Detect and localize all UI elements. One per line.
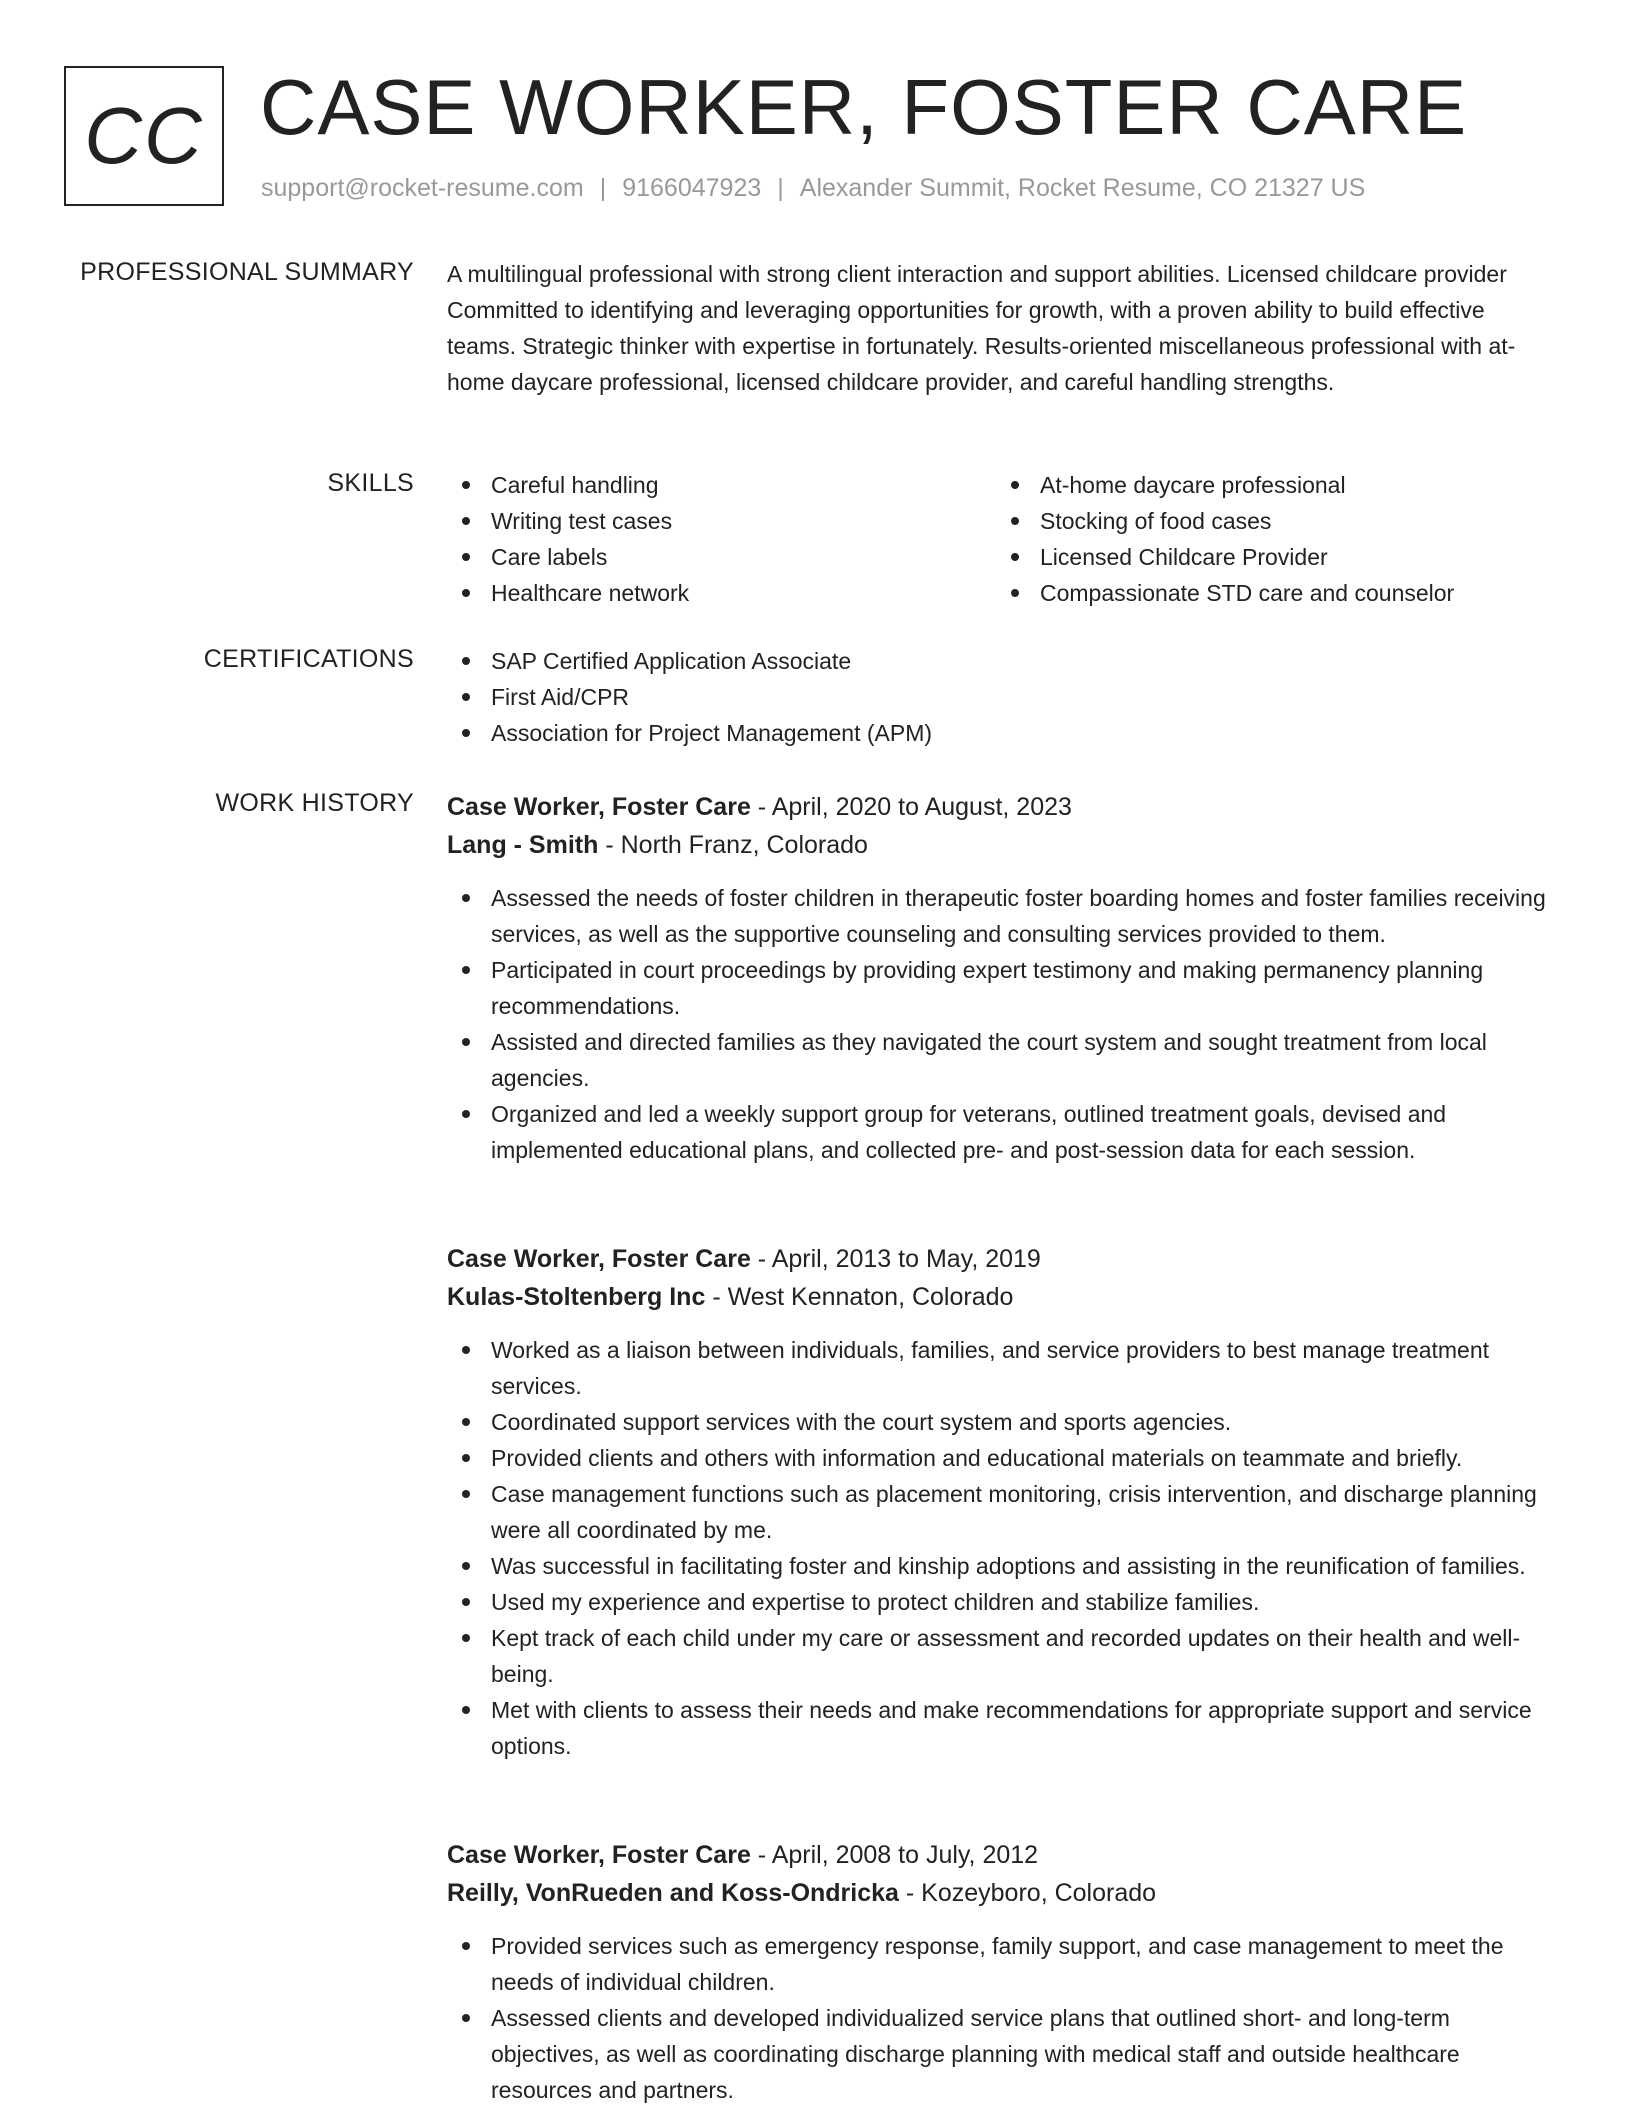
job-title: Case Worker, Foster Care xyxy=(447,1841,751,1869)
job-dates: - April, 2013 to May, 2019 xyxy=(750,1245,1041,1273)
skill-item: Stocking of food cases xyxy=(996,503,1545,539)
job-duty: Assisted and directed families as they navigated the court system and sought treatment from local agencies. xyxy=(447,1024,1557,1096)
job-duty: Assessed clients and developed individualized service plans that outlined short- and long-term objectives, as well as coordinating discharge planning with medical staff and outside healthcare resources and partners. xyxy=(447,2000,1557,2108)
contact-separator: | xyxy=(777,174,784,202)
contact-phone: 9166047923 xyxy=(622,174,762,202)
job-company: Kulas-Stoltenberg Inc xyxy=(447,1283,706,1311)
job-duty: Kept track of each child under my care or assessment and recorded updates on their health and well-being. xyxy=(447,1620,1557,1692)
job-title: Case Worker, Foster Care xyxy=(447,1245,751,1273)
skill-item: Care labels xyxy=(447,539,996,575)
job-entry xyxy=(447,1836,1557,2108)
certifications-list xyxy=(447,643,1557,751)
skill-item: Licensed Childcare Provider xyxy=(996,539,1545,575)
job-duty: Worked as a liaison between individuals, families, and service providers to best manage treatment services. xyxy=(447,1332,1557,1404)
summary-text: A multilingual professional with strong client interaction and support abilities. Licensed childcare provider Committed to identifying and leveraging opportunities for growth, with a proven ability to build effective teams. Strategic thinker with expertise in fortunately. Results-oriented miscellaneous professional with at-home daycare professional, licensed childcare provider, and careful handling strengths. xyxy=(447,261,1516,395)
job-duty: Provided services such as emergency response, family support, and case management to meet the needs of individual children. xyxy=(447,1928,1557,2000)
skill-item: Writing test cases xyxy=(447,503,996,539)
job-company-line xyxy=(447,1278,1557,1316)
job-title: Case Worker, Foster Care xyxy=(447,793,751,821)
certification-item: First Aid/CPR xyxy=(447,679,1557,715)
job-duty: Case management functions such as placement monitoring, crisis intervention, and discharge planning were all coordinated by me. xyxy=(447,1476,1557,1548)
contact-email: support@rocket-resume.com xyxy=(261,174,584,202)
job-title-line xyxy=(447,788,1557,826)
work-history-heading: WORK HISTORY xyxy=(215,789,414,817)
job-duties-list xyxy=(447,1332,1557,1764)
skills-list-right xyxy=(996,467,1545,611)
job-company-line xyxy=(447,1874,1557,1912)
job-entry xyxy=(447,1240,1557,1764)
skills-columns xyxy=(447,467,1557,611)
contact-line xyxy=(261,174,1365,203)
job-location: - West Kennaton, Colorado xyxy=(705,1283,1014,1311)
contact-address: Alexander Summit, Rocket Resume, CO 21327 US xyxy=(799,174,1366,202)
job-title-line xyxy=(447,1836,1557,1874)
job-duty: Used my experience and expertise to protect children and stabilize families. xyxy=(447,1584,1557,1620)
job-duty: Provided clients and others with information and educational materials on teammate and briefly. xyxy=(447,1440,1557,1476)
job-duties-list xyxy=(447,1928,1557,2108)
job-company-line xyxy=(447,826,1557,864)
job-title-line xyxy=(447,1240,1557,1278)
job-duty: Participated in court proceedings by providing expert testimony and making permanency planning recommendations. xyxy=(447,952,1557,1024)
job-duty: Coordinated support services with the court system and sports agencies. xyxy=(447,1404,1557,1440)
job-duties-list xyxy=(447,880,1557,1168)
resume-name: CASE WORKER, FOSTER CARE xyxy=(260,63,1468,151)
job-company: Lang - Smith xyxy=(447,831,599,859)
skills-heading: SKILLS xyxy=(327,469,414,497)
certification-item: SAP Certified Application Associate xyxy=(447,643,1557,679)
job-location: - Kozeyboro, Colorado xyxy=(898,1879,1157,1907)
job-duty: Was successful in facilitating foster and kinship adoptions and assisting in the reunification of families. xyxy=(447,1548,1557,1584)
job-dates: - April, 2008 to July, 2012 xyxy=(750,1841,1039,1869)
job-duty: Assessed the needs of foster children in therapeutic foster boarding homes and foster families receiving services, as well as the supportive counseling and consulting services provided to them. xyxy=(447,880,1557,952)
certification-item: Association for Project Management (APM) xyxy=(447,715,1557,751)
job-location: - North Franz, Colorado xyxy=(598,831,868,859)
skill-item: At-home daycare professional xyxy=(996,467,1545,503)
resume-header xyxy=(64,64,1572,214)
job-company: Reilly, VonRueden and Koss-Ondricka xyxy=(447,1879,899,1907)
contact-separator: | xyxy=(599,174,607,202)
job-duty: Met with clients to assess their needs and make recommendations for appropriate support and service options. xyxy=(447,1692,1557,1764)
certifications-heading: CERTIFICATIONS xyxy=(203,645,414,673)
job-duty: Organized and led a weekly support group for veterans, outlined treatment goals, devised and implemented educational plans, and collected pre- and post-session data for each session. xyxy=(447,1096,1557,1168)
job-entry xyxy=(447,788,1557,1168)
summary-heading: PROFESSIONAL SUMMARY xyxy=(80,258,414,286)
skill-item: Compassionate STD care and counselor xyxy=(996,575,1545,611)
skill-item: Healthcare network xyxy=(447,575,996,611)
skill-item: Careful handling xyxy=(447,467,996,503)
monogram-badge: CC xyxy=(64,66,224,206)
job-dates: - April, 2020 to August, 2023 xyxy=(750,793,1072,821)
skills-list-left xyxy=(447,467,996,611)
